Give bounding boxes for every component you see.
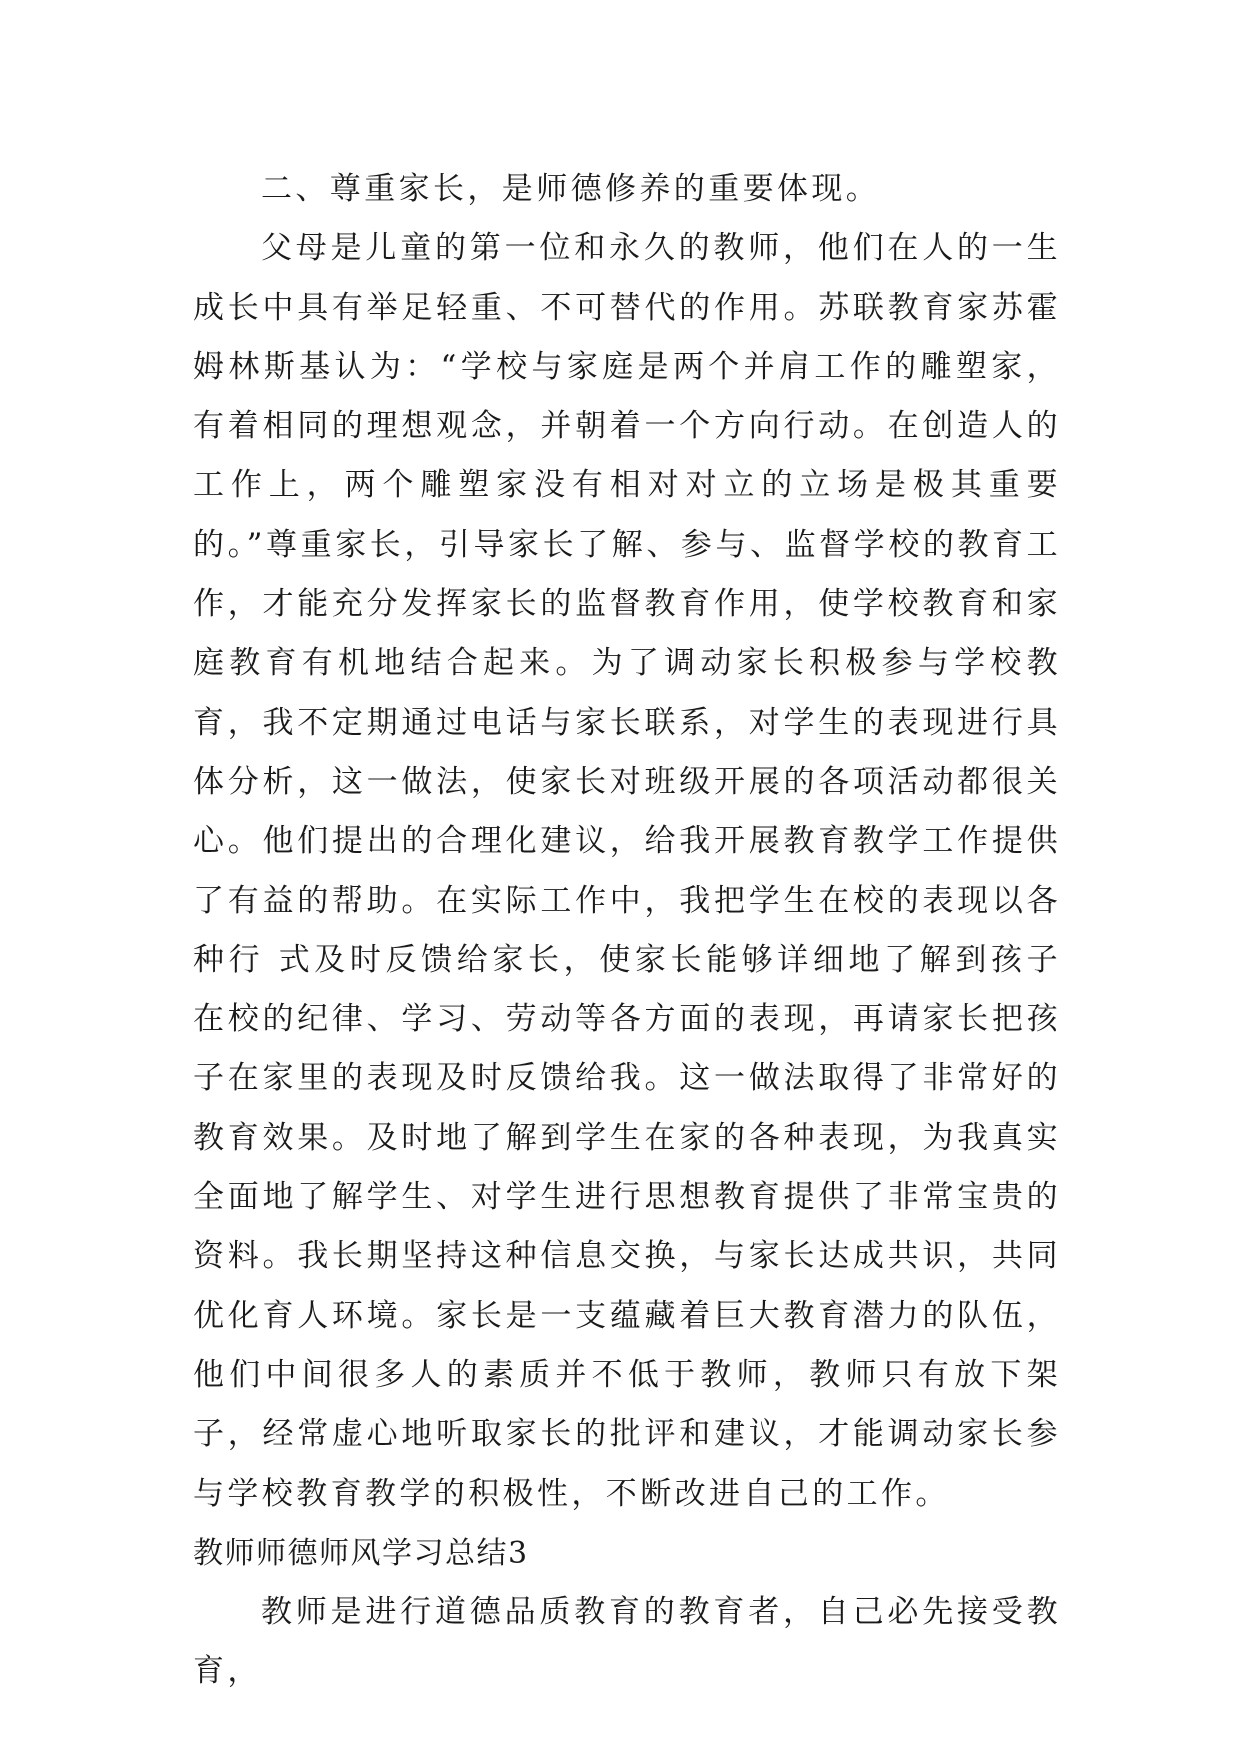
essay-title: 教师师德师风学习总结3	[193, 1535, 529, 1571]
document-body	[193, 160, 1061, 1702]
paragraph-parent-respect: 父母是儿童的第一位和永久的教师，他们在人的一生成长中具有举足轻重、不可替代的作用。苏联教育家苏霍姆林斯基认为：“学校与家庭是两个并肩工作的雕塑家，有着相同的理想观念，并朝着一个方向行动。在创造人的工作上，两个雕塑家没有相对对立的立场是极其重要的。”尊重家长，引导家长了解、参与、监督学校的教育工作，才能充分发挥家长的监督教育作用，使学校教育和家庭教育有机地结合起来。为了调动家长积极参与学校教育，我不定期通过电话与家长联系，对学生的表现进行具体分析，这一做法，使家长对班级开展的各项活动都很关心。他们提出的合理化建议，给我开展教育教学工作提供了有益的帮助。在实际工作中，我把学生在校的表现以各种行 式及时反馈给家长，使家长能够详细地了解到孩子在校的纪律、学习、劳动等各方面的表现，再请家长把孩子在家里的表现及时反馈给我。这一做法取得了非常好的教育效果。及时地了解到学生在家的各种表现，为我真实全面地了解学生、对学生进行思想教育提供了非常宝贵的资料。我长期坚持这种信息交换，与家长达成共识，共同优化育人环境。家长是一支蕴藏着巨大教育潜力的队伍，他们中间很多人的素质并不低于教师，教师只有放下架子，经常虚心地听取家长的批评和建议，才能调动家长参与学校教育教学的积极性，不断改进自己的工作。	[193, 230, 1061, 1512]
section-heading: 二、尊重家长，是师德修养的重要体现。	[261, 171, 881, 207]
paragraph-teacher-moral: 教师是进行道德品质教育的教育者，自己必先接受教育，	[193, 1594, 1061, 1690]
